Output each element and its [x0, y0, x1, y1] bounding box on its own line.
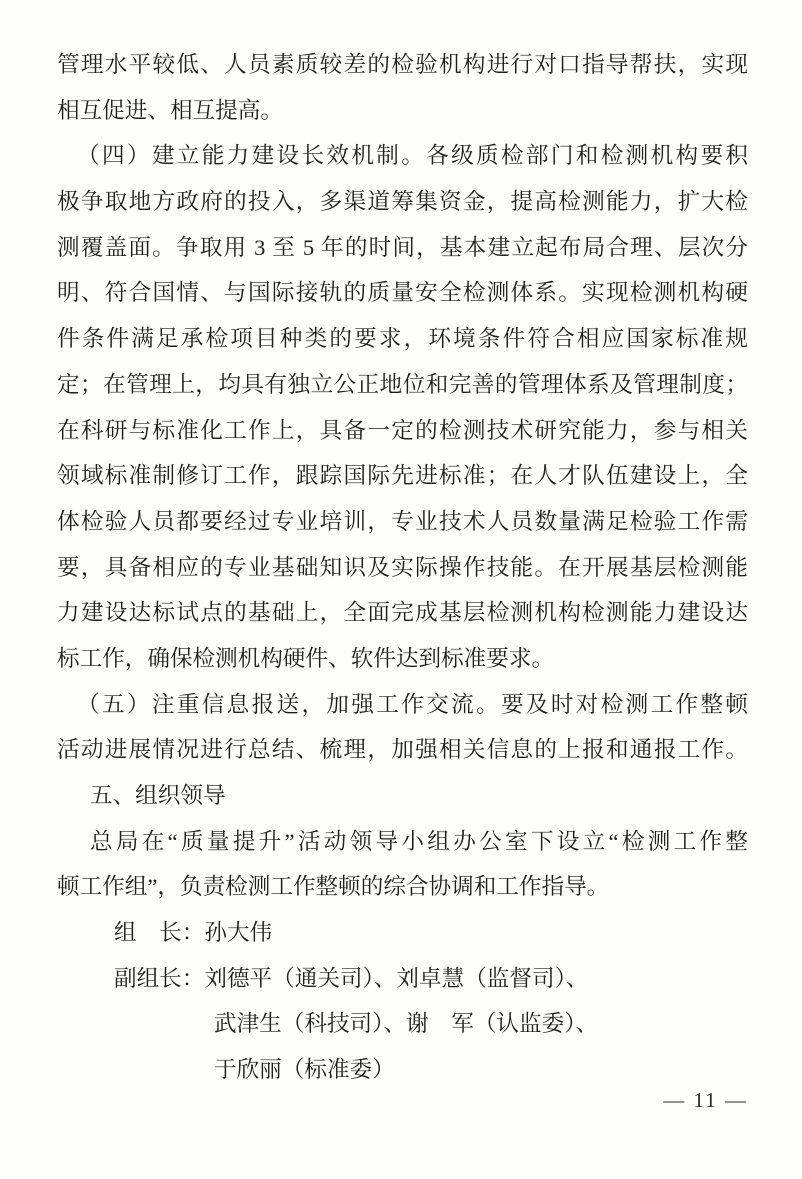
text-line: 于欣丽（标准委）	[214, 1057, 395, 1083]
text-line: 标工作，确保检测机构硬件、软件达到标准要求。	[57, 645, 555, 671]
page-number: — 11 —	[663, 1088, 748, 1112]
text-line: 明、符合国情、与国际接轨的质量安全检测体系。实现检测机构硬	[57, 280, 748, 306]
text-line: 测覆盖面。争取用 3 至 5 年的时间，基本建立起布局合理、层次分	[57, 234, 748, 260]
text-line: 管理水平较低、人员素质较差的检验机构进行对口指导帮扶，实现	[57, 52, 748, 77]
text-line: 体检验人员都要经过专业培训，专业技术人员数量满足检验工作需	[57, 508, 748, 534]
text-line: 定；在管理上，均具有独立公正地位和完善的管理体系及管理制度；	[57, 371, 748, 397]
text-line: 要，具备相应的专业基础知识及实际操作技能。在开展基层检测能	[57, 554, 748, 580]
text-line: 在科研与标准化工作上，具备一定的检测技术研究能力，参与相关	[57, 417, 748, 443]
text-line: 武津生（科技司）、谢 军（认监委）、	[214, 1011, 599, 1037]
text-line: 顿工作组”，负责检测工作整顿的综合协调和工作指导。	[57, 874, 610, 900]
text-line: 组 长：孙大伟	[114, 920, 273, 946]
text-line: 副组长：刘德平（通关司）、刘卓慧（监督司）、	[114, 965, 589, 991]
text-line: 力建设达标试点的基础上，全面完成基层检测机构检测能力建设达	[57, 600, 748, 626]
text-line: 领域标准制修订工作，跟踪国际先进标准；在人才队伍建设上，全	[57, 463, 748, 489]
text-line: （四）建立能力建设长效机制。各级质检部门和检测机构要积	[77, 143, 748, 169]
text-line: 总局在“质量提升”活动领导小组办公室下设立“检测工作整	[90, 828, 748, 854]
text-line: 极争取地方政府的投入，多渠道筹集资金，提高检测能力，扩大检	[57, 189, 748, 215]
text-line: 活动进展情况进行总结、梳理，加强相关信息的上报和通报工作。	[57, 737, 748, 763]
text-line: （五）注重信息报送，加强工作交流。要及时对检测工作整顿	[77, 691, 748, 717]
text-line: 件条件满足承检项目种类的要求，环境条件符合相应国家标准规	[57, 326, 748, 352]
document-body	[57, 42, 748, 1093]
text-line: 五、组织领导	[90, 783, 226, 808]
text-line: 相互促进、相互提高。	[57, 97, 283, 123]
